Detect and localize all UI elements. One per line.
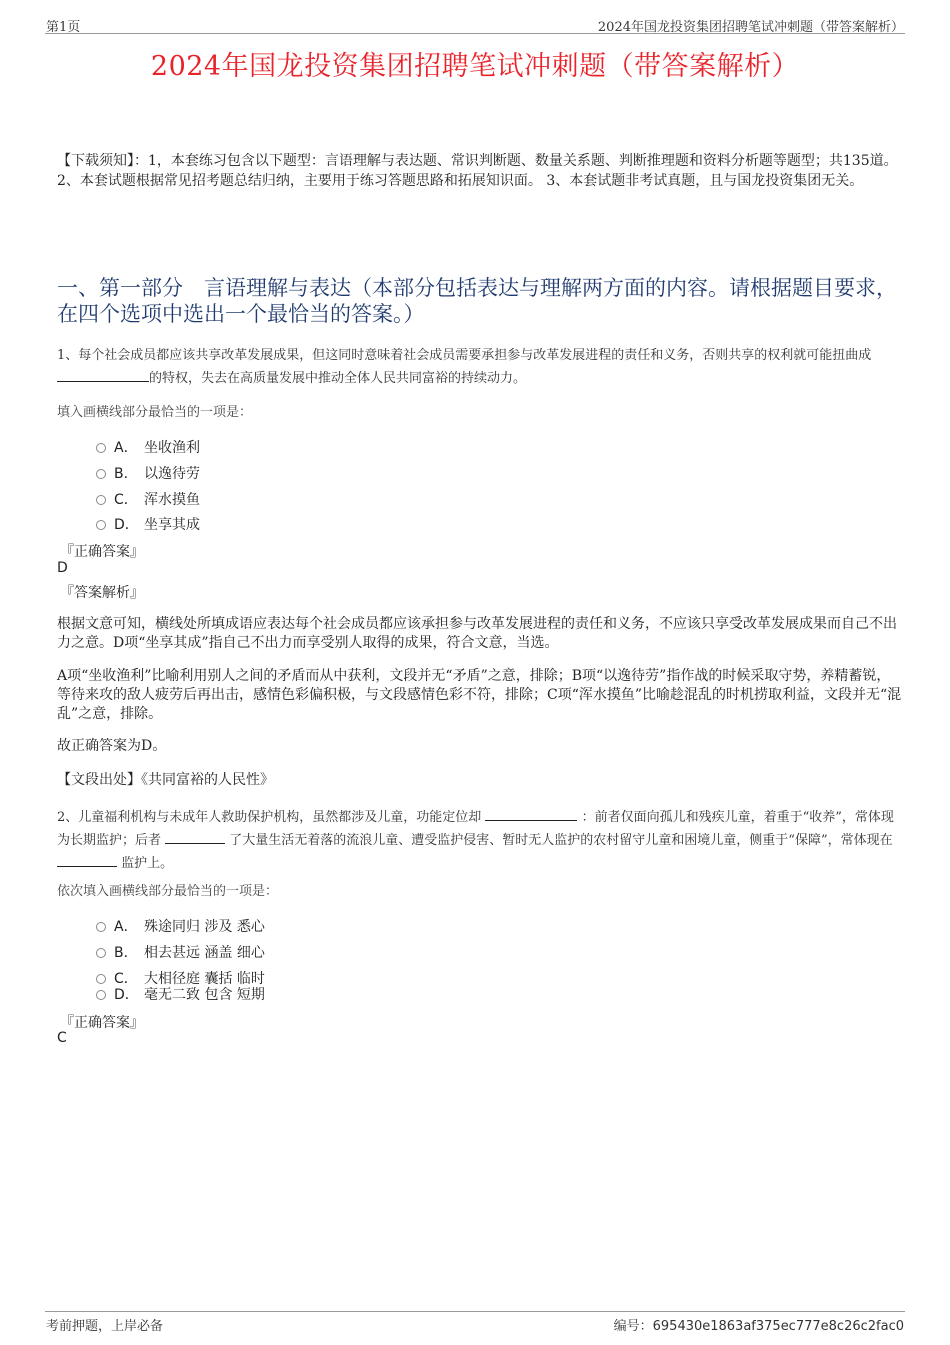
question-2-option-d[interactable]: D． 毫无二致 包含 短期 bbox=[96, 984, 265, 1004]
question-1-analysis-p2: A项“坐收渔利”比喻利用别人之间的矛盾而从中获利，文段并无“矛盾”之意，排除；B项“以逸待劳”指作战的时候采取守势，养精蓄锐，等待来攻的敌人疲劳后再出击，感情色彩偏积极，与文段感情色彩不符，排除；C项“浑水摸鱼”比喻趁混乱的时机捞取利益，文段并无“混乱”之意，排除。 bbox=[57, 668, 902, 722]
page-title: 2024年国龙投资集团招聘笔试冲刺题（带答案解析） bbox=[150, 51, 800, 82]
footer-divider bbox=[45, 1311, 905, 1312]
section-heading: 一、第一部分 言语理解与表达（本部分包括表达与理解两方面的内容。请根据题目要求，在四个选项中选出一个最恰当的答案。） bbox=[57, 276, 897, 326]
question-1-option-c[interactable]: C． 浑水摸鱼 bbox=[96, 489, 200, 509]
question-2-answer: C bbox=[57, 1030, 67, 1046]
radio-icon[interactable] bbox=[96, 520, 106, 530]
question-1-text-a: 1、每个社会成员都应该共享改革发展成果，但这同时意味着社会成员需要承担参与改革发展进程的责任和义务，否则共享的权利就可能扭曲成 bbox=[57, 348, 872, 363]
question-1-analysis-p1: 根据文意可知，横线处所填成语应表达每个社会成员都应该承担参与改革发展进程的责任和义务，不应该只享受改革发展成果而自己不出力之意。D项“坐享其成”指自己不出力而享受别人取得的成果，符合文意，当选。 bbox=[57, 616, 897, 651]
question-1-answer: D bbox=[57, 560, 68, 576]
header-divider bbox=[45, 33, 905, 34]
header-doc-title: 2024年国龙投资集团招聘笔试冲刺题（带答案解析） bbox=[597, 20, 904, 35]
radio-icon[interactable] bbox=[96, 974, 106, 984]
radio-icon[interactable] bbox=[96, 990, 106, 1000]
question-1-text-b: 的特权，失去在高质量发展中推动全体人民共同富裕的持续动力。 bbox=[149, 371, 527, 386]
radio-icon[interactable] bbox=[96, 495, 106, 505]
radio-icon[interactable] bbox=[96, 922, 106, 932]
question-1-blank bbox=[57, 367, 149, 382]
question-2-prompt: 依次填入画横线部分最恰当的一项是： bbox=[57, 884, 279, 899]
page-number: 第1页 bbox=[46, 20, 81, 35]
footer-code: 编号：695430e1863af375ec777e8c26c2fac0 bbox=[613, 1319, 904, 1334]
radio-icon[interactable] bbox=[96, 443, 106, 453]
question-1-option-b[interactable]: B． 以逸待劳 bbox=[96, 463, 200, 483]
question-2-blank-3 bbox=[57, 852, 117, 867]
question-1-stem bbox=[57, 345, 902, 390]
question-1-analysis-label: 『答案解析』 bbox=[60, 585, 144, 601]
footer-slogan: 考前押题，上岸必备 bbox=[46, 1319, 164, 1334]
question-1-source: 【文段出处】《共同富裕的人民性》 bbox=[57, 772, 274, 788]
question-2-option-a[interactable]: A． 殊途同归 涉及 悉心 bbox=[96, 916, 265, 936]
question-1-prompt: 填入画横线部分最恰当的一项是： bbox=[57, 405, 253, 420]
question-1-conclusion: 故正确答案为D。 bbox=[57, 738, 167, 754]
radio-icon[interactable] bbox=[96, 948, 106, 958]
question-2-stem: 2、儿童福利机构与未成年人救助保护机构，虽然都涉及儿童，功能定位却 ：前者仅面向孤儿和残疾儿童，着重于“收养”，常体现为长期监护；后者 了大量生活无着落的流浪儿童、遭受监护侵害、暂时无人监护的农村留守儿童和困境儿童，侧重于“保障”，常体现在 监护上。 bbox=[57, 806, 902, 875]
question-2-option-c[interactable]: C． 大相径庭 囊括 临时 bbox=[96, 968, 265, 988]
question-1-option-a[interactable]: A． 坐收渔利 bbox=[96, 437, 200, 457]
radio-icon[interactable] bbox=[96, 469, 106, 479]
question-2-blank-2 bbox=[165, 829, 225, 844]
question-1-answer-label: 『正确答案』 bbox=[60, 544, 144, 560]
question-2-answer-label: 『正确答案』 bbox=[60, 1015, 144, 1031]
question-2-option-b[interactable]: B． 相去甚远 涵盖 细心 bbox=[96, 942, 265, 962]
download-notice: 【下载须知】：1，本套练习包含以下题型：言语理解与表达题、常识判断题、数量关系题、判断推理题和资料分析题等题型；共135道。 2、本套试题根据常见招考题总结归纳，主要用于练习答题思路和拓展知识面。 3、本套试题非考试真题，且与国龙投资集团无关。 bbox=[57, 153, 898, 189]
question-1-option-d[interactable]: D． 坐享其成 bbox=[96, 514, 200, 534]
question-2-blank-1 bbox=[485, 806, 577, 821]
